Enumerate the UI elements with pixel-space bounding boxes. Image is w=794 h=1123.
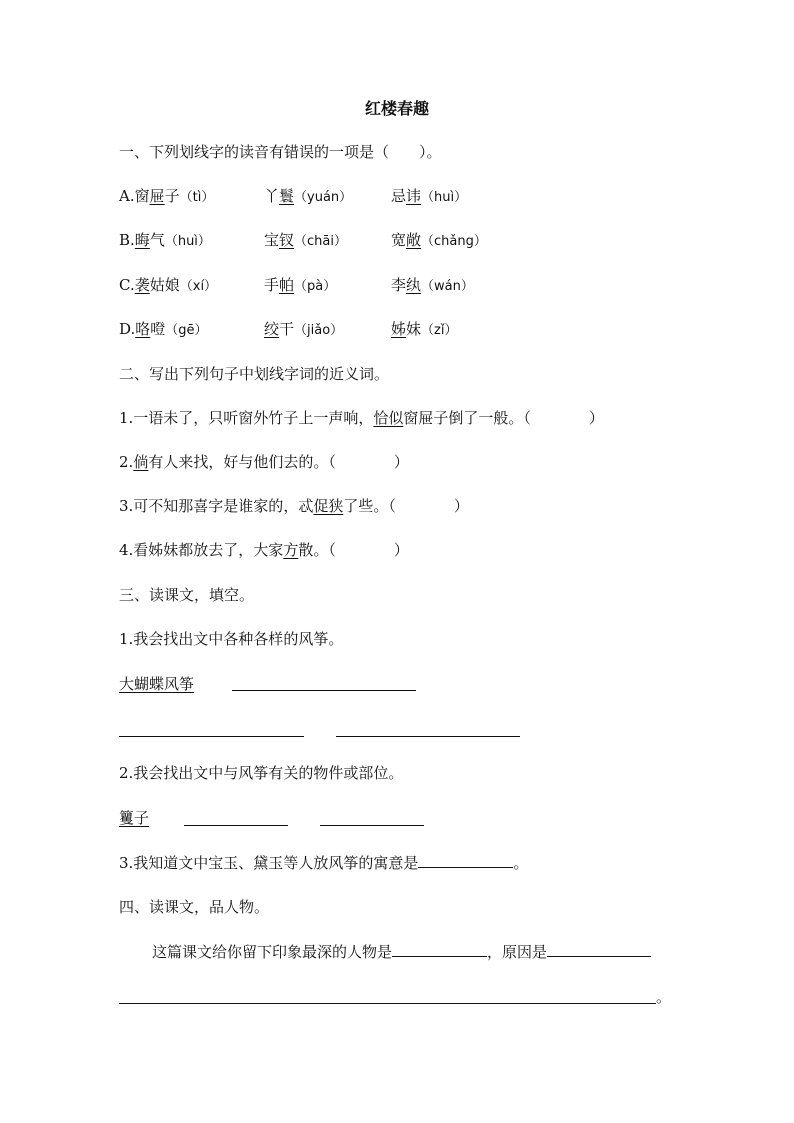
q1-option-text: 噔	[150, 320, 166, 338]
answer-paren-close: ）	[393, 541, 409, 559]
meaning-answer-blank[interactable]	[418, 853, 513, 868]
q1-option-text: D.	[119, 320, 136, 338]
q2-item-3	[119, 496, 469, 516]
q2-item-4	[119, 540, 409, 560]
q1-pinyin: （xí）	[179, 279, 218, 294]
reason-answer-line[interactable]	[119, 1003, 656, 1004]
q2-underlined-word: 促狭	[313, 497, 344, 515]
q1-underlined-char: 袭	[134, 276, 150, 294]
q1-underlined-char: 敞	[406, 231, 422, 249]
q1-option-text: 宝	[264, 231, 280, 249]
q4-text-part: 这篇课文给你留下印象最深的人物是	[152, 943, 393, 961]
q2-item-text: 窗屉子倒了一般。	[403, 409, 524, 427]
q1-option	[264, 319, 343, 341]
q1-pinyin: （jiǎo）	[294, 323, 344, 338]
q2-item-text: 散。	[298, 541, 329, 559]
q1-option-text: 手	[264, 276, 280, 294]
q1-underlined-char: 钗	[279, 231, 295, 249]
q1-pinyin: （chǎng）	[421, 234, 487, 249]
answer-paren-close: ）	[588, 409, 604, 427]
q1-option-text: B.	[119, 231, 135, 249]
q1-option-text: 李	[391, 276, 407, 294]
q1-pinyin: （pà）	[294, 279, 337, 294]
q1-option	[264, 230, 347, 252]
q3-sub2: 2.我会找出文中与风筝有关的物件或部位。	[119, 764, 404, 782]
answer-paren-open: （	[328, 541, 336, 559]
answer-paren-open: （	[328, 453, 336, 471]
q1-option	[264, 275, 336, 297]
q2-underlined-word: 方	[283, 541, 299, 559]
q1-underlined-char: 绞	[264, 320, 280, 338]
q1-underlined-char: 咯	[135, 320, 151, 338]
q1-option-text: A.	[119, 187, 135, 205]
q1-heading: 一、下列划线字的读音有错误的一项是（ ）。	[119, 143, 442, 161]
answer-paren-open: （	[388, 497, 396, 515]
q1-pinyin: （wán）	[421, 279, 474, 294]
kite-answer-blank[interactable]	[119, 736, 304, 737]
q2-item-text: 4.看姊妹都放去了，大家	[119, 541, 284, 559]
q1-underlined-char: 晦	[134, 231, 150, 249]
kite-answer-blank[interactable]	[336, 736, 520, 737]
page-title: 红楼春趣	[364, 99, 429, 118]
q1-underlined-char: 帕	[279, 276, 295, 294]
q1-pinyin: （yuán）	[294, 190, 353, 205]
q1-option	[391, 230, 487, 252]
q3-sub3-end: 。	[513, 854, 529, 872]
q1-option-text: 丫	[264, 187, 280, 205]
q1-option-text: 干	[279, 320, 295, 338]
q1-option-text: 宽	[391, 231, 407, 249]
q1-option-text: 姑娘	[149, 276, 180, 294]
q1-pinyin: （huì）	[164, 234, 211, 249]
q2-item-text: 2.	[119, 453, 134, 471]
q4-text	[152, 942, 651, 962]
reason-answer-blank[interactable]	[547, 942, 651, 957]
q1-option	[119, 319, 208, 341]
q2-item-1	[119, 408, 604, 428]
q1-pinyin: （gē）	[165, 323, 208, 338]
q3-sub3	[119, 853, 528, 873]
part-answer-blank[interactable]	[184, 825, 288, 826]
q1-underlined-char: 姊	[391, 320, 407, 338]
q3-heading: 三、读课文，填空。	[119, 586, 255, 604]
q2-item-text: 1.一语未了，只听窗外竹子上一声响，	[119, 409, 374, 427]
q1-option	[119, 230, 211, 252]
q4-heading: 四、读课文，品人物。	[119, 898, 270, 916]
q1-underlined-char: 纨	[406, 276, 422, 294]
character-answer-blank[interactable]	[392, 942, 487, 957]
q1-pinyin: （zǐ）	[421, 323, 458, 338]
answer-paren-close: ）	[393, 453, 409, 471]
q3-sub3-text: 3.我知道文中宝玉、黛玉等人放风筝的寓意是	[119, 854, 419, 872]
q1-option	[119, 186, 214, 208]
q1-option	[119, 275, 217, 297]
q1-pinyin: （chāi）	[294, 234, 347, 249]
q1-pinyin: （huì）	[421, 190, 468, 205]
q2-item-text: 有人来找，好与他们去的。	[148, 453, 329, 471]
q1-option	[391, 275, 474, 297]
q1-underlined-char: 讳	[406, 187, 422, 205]
answer-paren-close: ）	[453, 497, 469, 515]
q1-option	[264, 186, 352, 208]
q3-sub1-example: 大蝴蝶风筝	[119, 675, 195, 693]
q1-underlined-char: 鬟	[279, 187, 295, 205]
q4-end: 。	[656, 988, 672, 1006]
q1-option	[391, 186, 467, 208]
q2-underlined-word: 恰似	[373, 409, 404, 427]
q2-item-2	[119, 452, 409, 472]
q1-pinyin: （tì）	[179, 190, 215, 205]
q1-option-text: 忌	[391, 187, 407, 205]
q2-item-text: 3.可不知那喜字是谁家的，忒	[119, 497, 314, 515]
q4-text-part: ，原因是	[487, 943, 548, 961]
part-answer-blank[interactable]	[320, 825, 424, 826]
q3-sub2-example: 籰子	[119, 809, 150, 827]
q1-option-text: 窗	[134, 187, 150, 205]
q1-option-text: 妹	[406, 320, 422, 338]
q3-sub1: 1.我会找出文中各种各样的风筝。	[119, 630, 344, 648]
kite-answer-blank[interactable]	[232, 690, 416, 691]
q2-heading: 二、写出下列句子中划线字词的近义词。	[119, 365, 390, 383]
q1-option-text: 子	[164, 187, 180, 205]
q1-option-text: C.	[119, 276, 135, 294]
q1-option	[391, 319, 457, 341]
q1-underlined-char: 屉	[149, 187, 165, 205]
q2-item-text: 了些。	[343, 497, 389, 515]
q2-underlined-word: 倘	[133, 453, 149, 471]
answer-paren-open: （	[523, 409, 531, 427]
q1-option-text: 气	[149, 231, 165, 249]
